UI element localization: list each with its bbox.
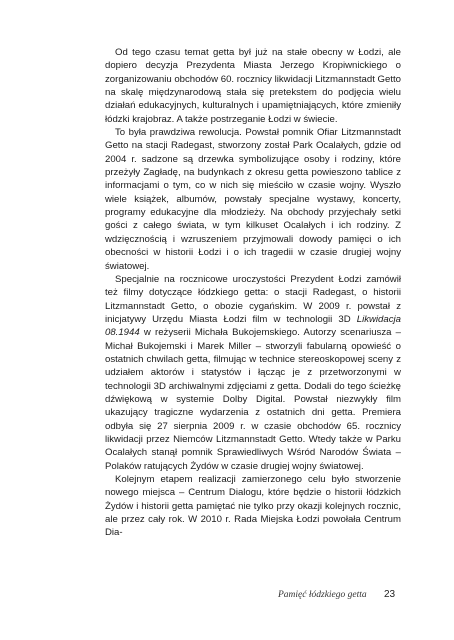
paragraph-text: Od tego czasu temat getta był już na stałe obecny w Łodzi, ale dopiero decyzja Prezydenta Miasta Jerzego Kropiwnickiego o zorganizowaniu obchodów 60. rocznicy likwidacji Litzmannstadt Getto na skalę międzynarodową stała się pretekstem do podjęcia wielu działań edukacyjnych, kulturalnych i upamiętniających, które zmieniły łódzki krajobraz. A także postrzeganie Łodzi w świecie. (105, 47, 401, 125)
film-title: Likwidacja 08.1944 (105, 313, 401, 339)
paragraph-text: Specjalnie na rocznicowe uroczystości Prezydent Łodzi zamówił też filmy dotyczące łódzkiego getta: o stacji Radegast, o historii Litzmannstadt Getto, o obozie cygańskim. W 2009 r. powstał z inicjatywy Urzędu Miasta Łodzi film w technologii 3D (105, 273, 401, 325)
paragraph-text: Kolejnym etapem realizacji zamierzonego celu było stworzenie nowego miejsca – Centrum Dialogu, które będzie o historii łódzkich Żydów i historii getta pamiętać nie tylko przy okazji kolejnych rocznic, ale przez cały rok. W 2010 r. Rada Miejska Łodzi powołała Centrum Dia- (105, 474, 401, 539)
paragraph-3 (105, 273, 401, 473)
paragraph-4 (105, 473, 401, 540)
page-number: 23 (384, 589, 396, 600)
paragraph-2 (105, 126, 401, 273)
paragraph-text: To była prawdziwa rewolucja. Powstał pomnik Ofiar Litzmannstadt Getto na stacji Radegast, stworzony został Park Ocalałych, gdzie od 2004 r. sadzone są drzewka symbolizujące osoby i rodziny, które przeżyły Zagładę, na budynkach z okresu getta powieszono tablice z informacjami o tym, co w nich się mieściło w czasie wojny. Wyszło wiele książek, albumów, powstały specjalne wystawy, koncerty, programy edukacyjne dla młodzieży. Na obchody przyjechały setki gości z całego świata, w tym kilkuset Ocalałych i ich rodziny. Z wdzięcznością i wzruszeniem przyjmowali dowody pamięci o ich obecności w historii Łodzi i o ich tragedii w czasie drugiej wojny światowej. (105, 127, 401, 272)
body-text (105, 46, 401, 540)
page-footer (0, 590, 454, 606)
paragraph-1 (105, 46, 401, 126)
paragraph-text: w reżyserii Michała Bukojemskiego. Autorzy scenariusza – Michał Bukojemski i Marek Miller – stworzyli fabularną opowieść o ostatnich chwilach getta, filmując w technice stereoskopowej sceny z udziałem aktorów i statystów i łącząc je z przetworzonymi w technologii 3D archiwalnymi zdjęciami z getta. Dodali do tego ścieżkę dźwiękową w systemie Dolby Digital. Powstał niezwykły film ukazujący tragiczne wydarzenia z ostatnich dni getta. Premiera odbyła się 27 sierpnia 2009 r. w czasie obchodów 65. rocznicy likwidacji przez Niemców Litzmannstadt Getto. Wtedy także w Parku Ocalałych stanął pomnik Sprawiedliwych Wśród Narodów Świata – Polaków ratujących Żydów w czasie drugiej wojny światowej. (105, 327, 401, 472)
running-title: Pamięć łódzkiego getta (278, 590, 367, 600)
